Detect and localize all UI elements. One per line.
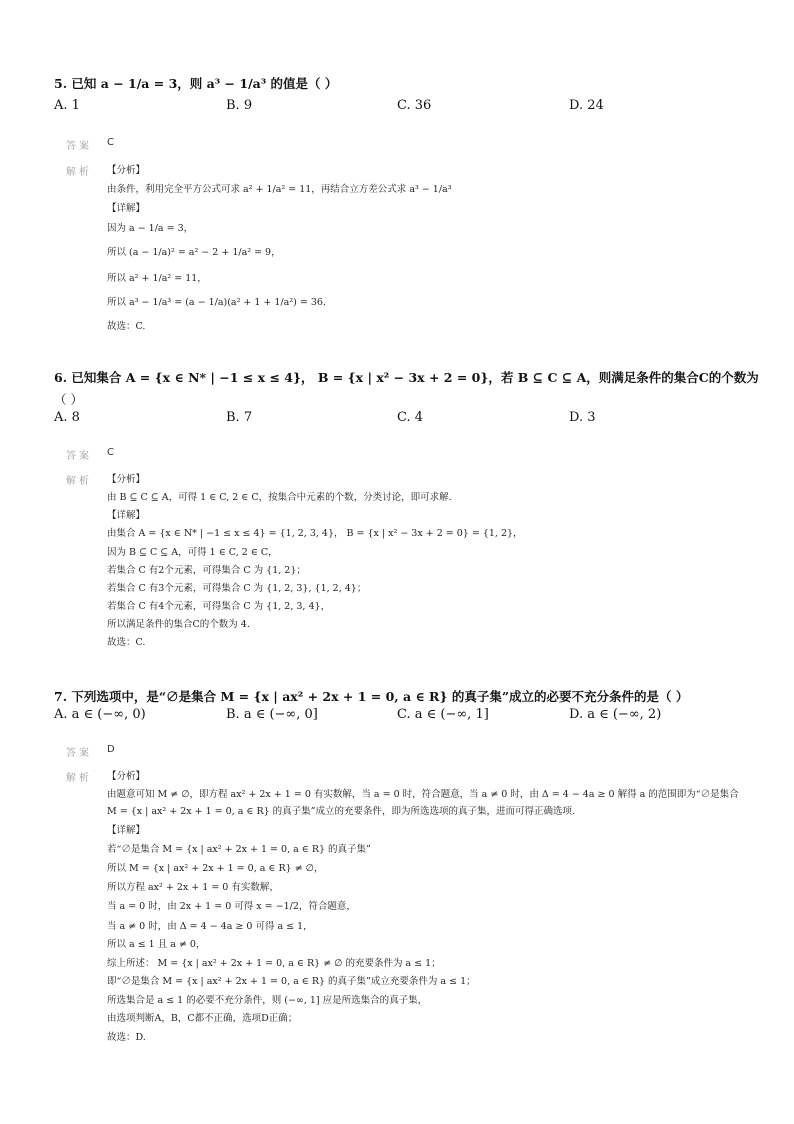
answer-value: C xyxy=(107,447,114,458)
analysis-line: 综上所述： M = {x | ax² + 2x + 1 = 0, a ∈ R} ≠ ∅ 的充要条件为 a ≤ 1； xyxy=(107,958,441,969)
analysis-line: 所选集合是 a ≤ 1 的必要不充分条件，则 (−∞, 1] 应是所选集合的真子集， xyxy=(107,995,428,1006)
option-b: B. a ∈ (−∞, 0] xyxy=(226,707,318,722)
option-a: A. a ∈ (−∞, 0) xyxy=(54,707,146,722)
answer-value: D xyxy=(107,744,115,755)
question-6-stem-continued: （ ） xyxy=(54,392,83,407)
question-5-stem: 5. 已知 a − 1/a = 3，则 a³ − 1/a³ 的值是（ ） xyxy=(54,76,338,91)
option-d: D. a ∈ (−∞, 2) xyxy=(569,707,662,722)
analysis-line: 故选：D. xyxy=(107,1032,146,1043)
analysis-line: 由 B ⊆ C ⊆ A，可得 1 ∈ C, 2 ∈ C，按集合中元素的个数，分类讨论，即可求解. xyxy=(107,492,452,503)
analysis-line: 若集合 C 有2个元素，可得集合 C 为 {1, 2}； xyxy=(107,565,306,576)
analysis-line: 故选：C. xyxy=(107,321,146,332)
question-7-stem: 7. 下列选项中，是“∅是集合 M = {x | ax² + 2x + 1 = 0, a ∈ R} 的真子集”成立的必要不充分条件的是（ ） xyxy=(54,689,689,704)
option-b: B. 9 xyxy=(226,98,253,113)
analysis-label: 解析 xyxy=(66,773,92,784)
answer-value: C xyxy=(107,137,114,148)
analysis-line: 若集合 C 有3个元素，可得集合 C 为 {1, 2, 3}, {1, 2, 4}； xyxy=(107,583,367,594)
option-c: C. a ∈ (−∞, 1] xyxy=(397,707,489,722)
analysis-line: 【分析】 xyxy=(107,474,146,485)
analysis-line: 由题意可知 M ≠ ∅，即方程 ax² + 2x + 1 = 0 有实数解，当 a = 0 时，符合题意，当 a ≠ 0 时，由 Δ = 4 − 4a ≥ 0 解得 a 的范围即为“∅是集合 M = {x | ax² + 2x + 1 = 0, a ∈ R} 的真子集”成立的充要条件，即为所选选项的真子集，进而可得正确选项. xyxy=(107,789,739,817)
analysis-line: 由选项判断A，B，C都不正确，选项D正确； xyxy=(107,1013,298,1024)
analysis-line: 当 a ≠ 0 时，由 Δ = 4 − 4a ≥ 0 可得 a ≤ 1， xyxy=(107,921,313,932)
analysis-line: 【详解】 xyxy=(107,203,146,214)
analysis-line: 即“∅是集合 M = {x | ax² + 2x + 1 = 0, a ∈ R} 的真子集”成立充要条件为 a ≤ 1； xyxy=(107,976,476,987)
option-b: B. 7 xyxy=(226,410,253,425)
analysis-line: 若集合 C 有4个元素，可得集合 C 为 {1, 2, 3, 4}， xyxy=(107,601,331,612)
option-a: A. 1 xyxy=(54,98,80,113)
analysis-line: 【分析】 xyxy=(107,771,146,782)
answer-label: 答案 xyxy=(66,141,92,152)
answer-label: 答案 xyxy=(66,451,92,462)
analysis-line: 故选：C. xyxy=(107,637,146,648)
analysis-line: 所以 (a − 1/a)² = a² − 2 + 1/a² = 9， xyxy=(107,247,281,258)
analysis-line: 所以 M = {x | ax² + 2x + 1 = 0, a ∈ R} ≠ ∅， xyxy=(107,863,324,874)
option-d: D. 3 xyxy=(569,410,596,425)
option-c: C. 4 xyxy=(397,410,424,425)
analysis-line: 【详解】 xyxy=(107,825,146,836)
analysis-line: 所以满足条件的集合C的个数为 4. xyxy=(107,619,250,630)
analysis-line: 所以 a² + 1/a² = 11， xyxy=(107,273,207,284)
analysis-line: 若“∅是集合 M = {x | ax² + 2x + 1 = 0, a ∈ R} 的真子集” xyxy=(107,844,371,855)
analysis-line: 所以 a ≤ 1 且 a ≠ 0， xyxy=(107,939,206,950)
analysis-line: 因为 a − 1/a = 3， xyxy=(107,223,194,234)
analysis-line: 当 a = 0 时，由 2x + 1 = 0 可得 x = −1/2，符合题意， xyxy=(107,901,356,912)
option-c: C. 36 xyxy=(397,98,432,113)
analysis-line: 所以 a³ − 1/a³ = (a − 1/a)(a² + 1 + 1/a²) = 36. xyxy=(107,297,326,308)
answer-label: 答案 xyxy=(66,748,92,759)
analysis-label: 解析 xyxy=(66,476,92,487)
analysis-label: 解析 xyxy=(66,167,92,178)
analysis-line: 由条件，利用完全平方公式可求 a² + 1/a² = 11，再结合立方差公式求 a³ − 1/a³ xyxy=(107,184,452,195)
analysis-line: 所以方程 ax² + 2x + 1 = 0 有实数解， xyxy=(107,882,279,893)
option-a: A. 8 xyxy=(54,410,80,425)
analysis-line: 【详解】 xyxy=(107,510,146,521)
analysis-line: 由集合 A = {x ∈ N* | −1 ≤ x ≤ 4} = {1, 2, 3, 4}， B = {x | x² − 3x + 2 = 0} = {1, 2}， xyxy=(107,528,523,539)
option-d: D. 24 xyxy=(569,98,604,113)
analysis-line: 因为 B ⊆ C ⊆ A，可得 1 ∈ C, 2 ∈ C， xyxy=(107,547,278,558)
question-6-stem: 6. 已知集合 A = {x ∈ N* | −1 ≤ x ≤ 4}， B = {x | x² − 3x + 2 = 0}，若 B ⊆ C ⊆ A，则满足条件的集合C的个数为 xyxy=(54,370,759,385)
analysis-line: 【分析】 xyxy=(107,165,146,176)
